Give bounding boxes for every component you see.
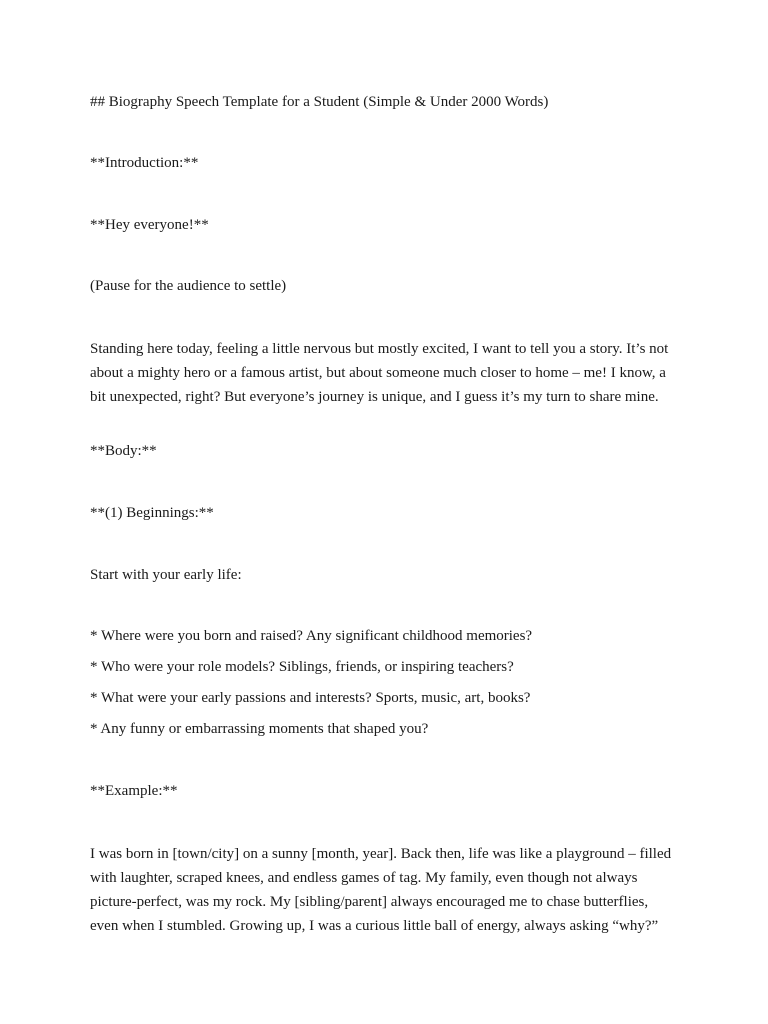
beginnings-heading: **(1) Beginnings:** — [90, 505, 214, 521]
bullet-item: * Where were you born and raised? Any significant childhood memories? — [90, 628, 533, 644]
greeting-line: **Hey everyone!** — [90, 217, 209, 233]
body-heading: **Body:** — [90, 443, 157, 459]
bullet-item: * What were your early passions and interests? Sports, music, art, books? — [90, 690, 531, 706]
pause-note: (Pause for the audience to settle) — [90, 278, 287, 294]
bullet-item: * Any funny or embarrassing moments that shaped you? — [90, 721, 429, 737]
early-life-prompt: Start with your early life: — [90, 567, 242, 583]
intro-paragraph: Standing here today, feeling a little nervous but mostly excited, I want to tell you a story. It’s not about a mighty hero or a famous artist, but about someone much closer to home – me! I know, a bit unexpected, right? But everyone’s journey is unique, and I guess it’s my turn to share mine. — [90, 341, 669, 405]
bullet-item: * Who were your role models? Siblings, friends, or inspiring teachers? — [90, 659, 514, 675]
example-paragraph: I was born in [town/city] on a sunny [month, year]. Back then, life was like a playground – filled with laughter, scraped knees, and endless games of tag. My family, even though not always picture-perfect, was my rock. My [sibling/parent] always encouraged me to chase butterflies, even when I stumbled. Growing up, I was a curious little ball of energy, always asking “why?” — [90, 846, 672, 934]
document-title: ## Biography Speech Template for a Student (Simple & Under 2000 Words) — [90, 94, 549, 110]
example-heading: **Example:** — [90, 783, 178, 799]
introduction-heading: **Introduction:** — [90, 155, 199, 171]
